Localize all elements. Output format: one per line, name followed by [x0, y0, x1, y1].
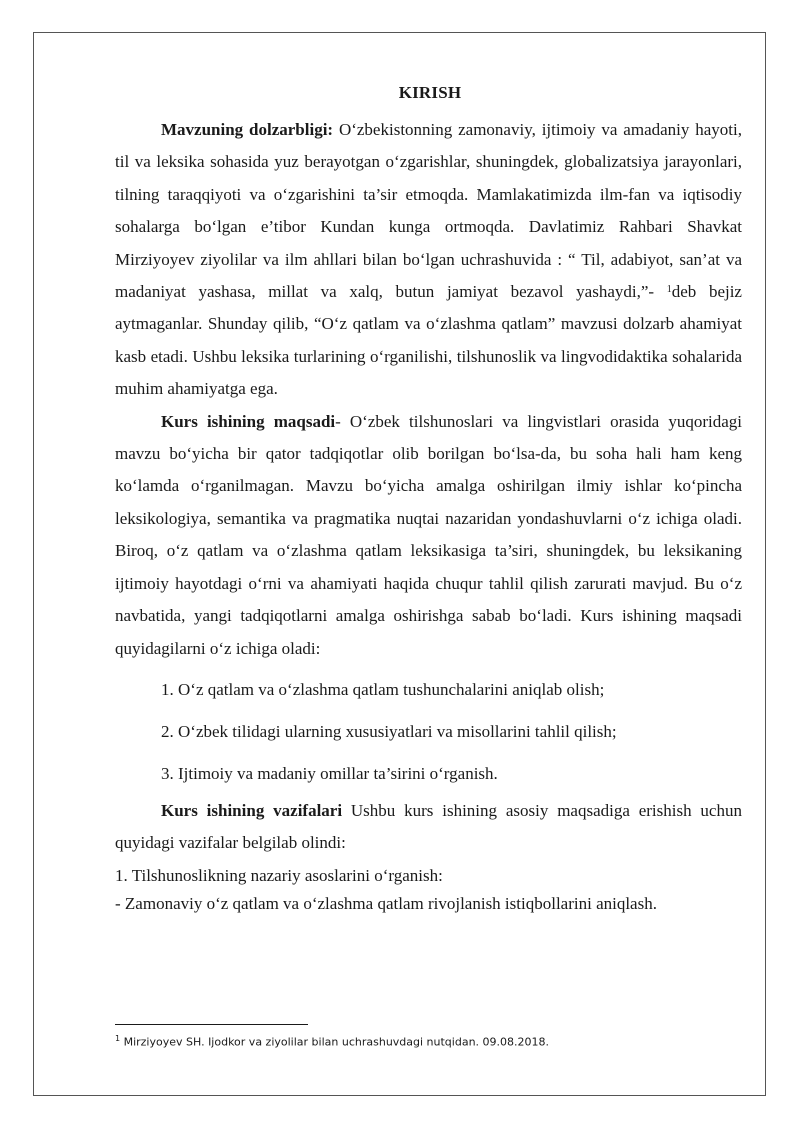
aim-heading: Kurs ishining maqsadi: [161, 411, 336, 431]
relevance-heading: Mavzuning dolzarbligi:: [161, 120, 334, 139]
tasks-text: Ushbu kurs ishining asosiy maqsadiga erishish uchun quyidagi vazifalar belgilab olindi:: [115, 800, 742, 853]
goal-item: 1. O‘z qatlam va o‘zlashma qatlam tushunchalarini aniqlab olish;: [161, 679, 605, 699]
footnote: [115, 1034, 742, 1049]
tasks-heading: Kurs ishining vazifalari: [161, 800, 343, 820]
task-item: 1. Tilshunoslikning nazariy asoslarini o‘rganish:: [115, 865, 443, 885]
tasks-paragraph: [115, 795, 742, 860]
relevance-text-part1: O‘zbekistonning zamonaviy, ijtimoiy va amadaniy hayoti, til va leksika sohasida yuz berayotgan o‘zgarishlar, shuningdek, globalizatsiya jarayonlari, tilning taraqqiyoti va o‘zgarishini ta’sir etmoqda. Mamlakatimizda ilm-fan va iqtisodiy sohalarga bo‘lgan e’tibor Kundan kunga ortmoqda. Davlatimiz Rahbari Shavkat Mirziyoyev ziyolilar va ilm ahllari bilan bo‘lgan uchrashuvida : “ Til, adabiyot, san’at va madaniyat yashasa, millat va xalq, butun jamiyat bezavol yashaydi,”-: [115, 120, 742, 302]
aim-text: - O‘zbek tilshunoslari va lingvistlari orasida yuqoridagi mavzu bo‘yicha bir qator tadqiqotlar olib borilgan bo‘lsa-da, bu soha hali ham keng ko‘lamda o‘rganilmagan. Mavzu bo‘yicha amalga oshirilgan ilmiy ishlar ko‘pincha leksikologiya, semantika va pragmatika nuqtai nazaridan yondashuvlarni o‘z ichiga oladi. Biroq, o‘z qatlam va o‘zlashma qatlam leksikasiga ta’siri, shuningdek, bu leksikaning ijtimoiy hayotdagi o‘rni va ahamiyati haqida chuqur tahlil qilish zarurati mavjud. Bu o‘z navbatida, yangi tadqiqotlarni amalga oshirishga sabab bo‘ladi. Kurs ishining maqsadi quyidagilarni o‘z ichiga oladi:: [115, 411, 742, 658]
task-item: - Zamonaviy o‘z qatlam va o‘zlashma qatlam rivojlanish istiqbollarini aniqlash.: [115, 893, 657, 913]
goal-item: 3. Ijtimoiy va madaniy omillar ta’sirini o‘rganish.: [161, 763, 498, 783]
footnote-reference[interactable]: 1: [666, 284, 672, 296]
footnote-text: Mirziyoyev SH. Ijodkor va ziyolilar bilan uchrashuvdagi nutqidan. 09.08.2018.: [120, 1035, 550, 1049]
goal-item: 2. O‘zbek tilidagi ularning xususiyatlari va misollarini tahlil qilish;: [161, 721, 617, 741]
footnote-number: 1: [115, 1034, 121, 1043]
document-body: [115, 114, 742, 918]
relevance-text-part2: deb bejiz aytmaganlar. Shunday qilib, “O‘z qatlam va o‘zlashma qatlam” mavzusi dolzarb ahamiyat kasb etadi. Ushbu leksika turlarining o‘rganilishi, tilshunoslik va lingvodidaktika sohalarida muhim ahamiyatga ega.: [115, 282, 742, 399]
relevance-paragraph: [115, 114, 742, 406]
footnote-separator: [115, 1024, 308, 1025]
aim-paragraph: [115, 406, 742, 665]
page-title: KIRISH: [398, 83, 462, 102]
